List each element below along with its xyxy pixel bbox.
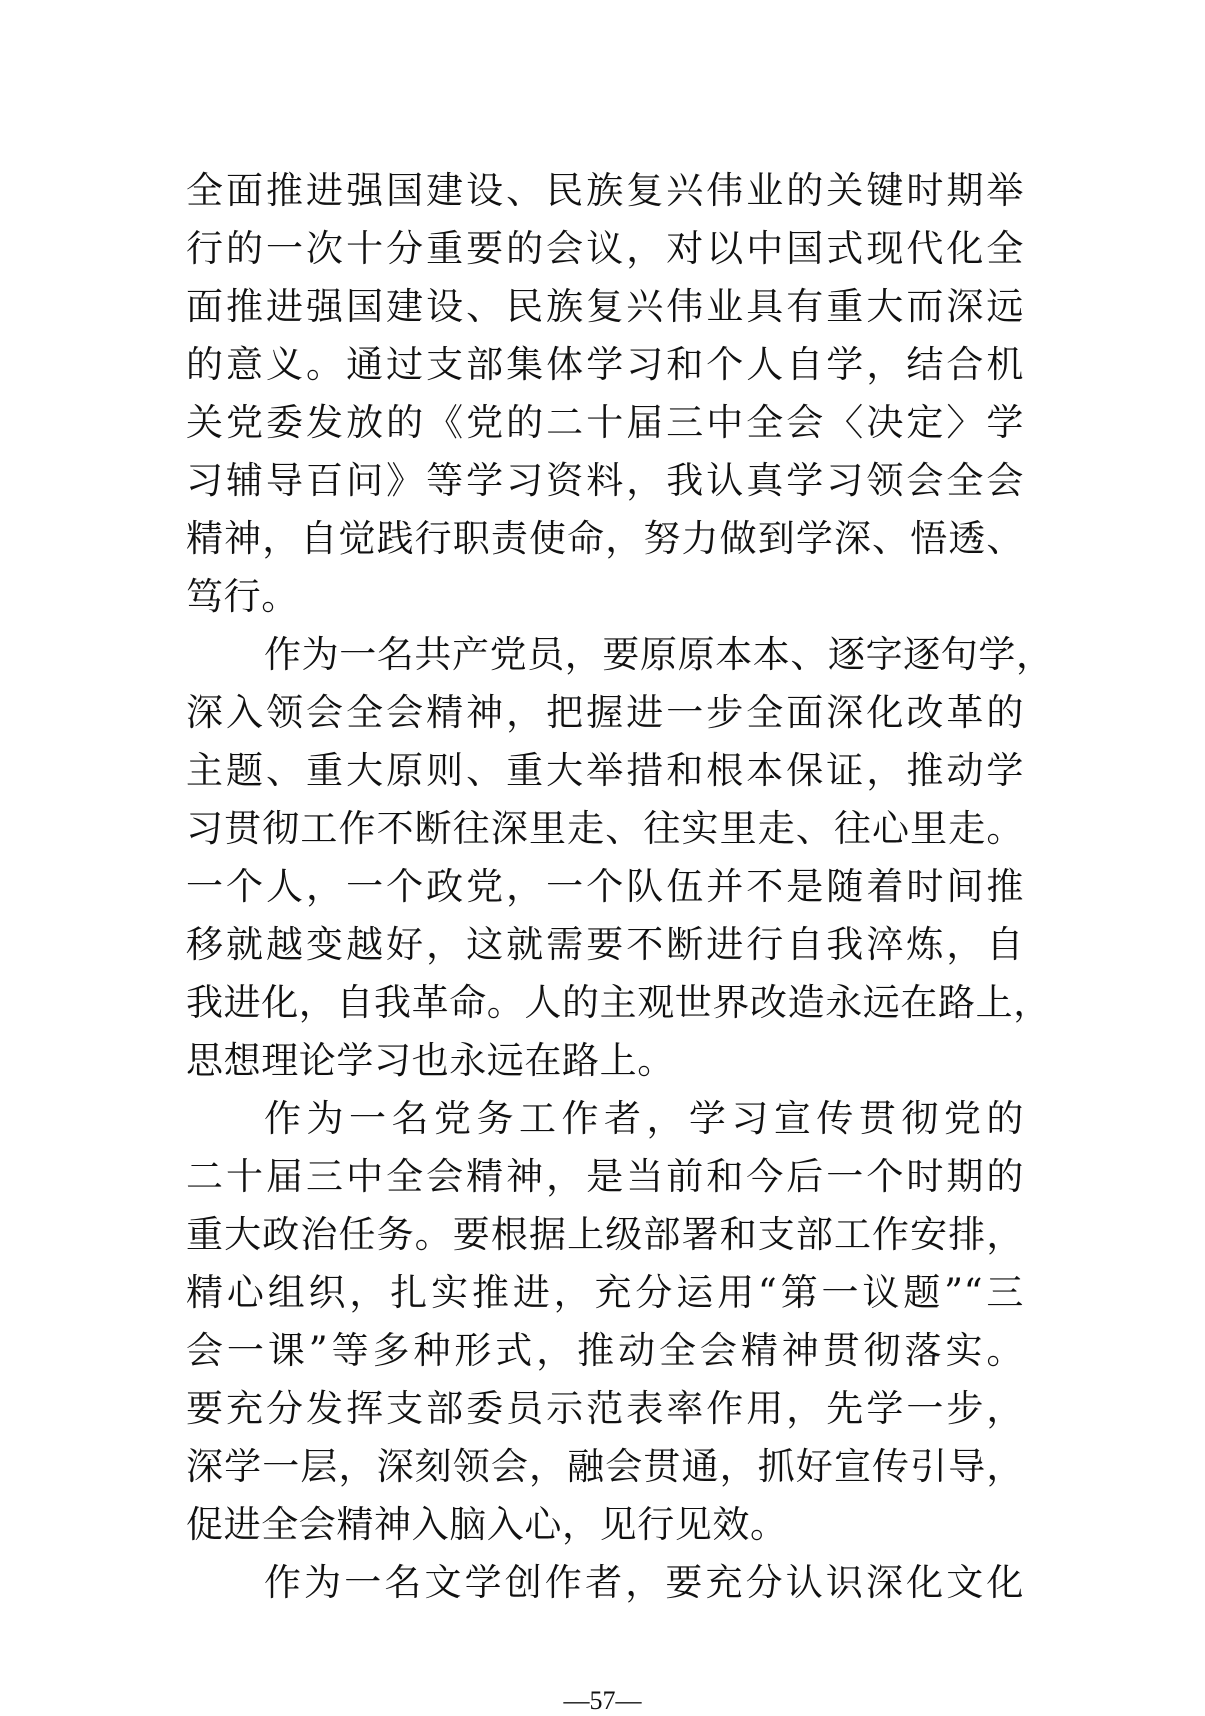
text-line: 要充分发挥支部委员示范表率作用，先学一步， [186,1387,1024,1430]
text-line: 一个人，一个政党，一个队伍并不是随着时间推 [186,865,1024,908]
text-line: 精神，自觉践行职责使命，努力做到学深、悟透、 [186,517,1024,560]
text-line: 关党委发放的《党的二十届三中全会〈决定〉学 [186,401,1024,444]
text-line: 面推进强国建设、民族复兴伟业具有重大而深远 [186,285,1024,328]
text-line: 的意义。通过支部集体学习和个人自学，结合机 [186,343,1024,386]
text-line: 移就越变越好，这就需要不断进行自我淬炼，自 [186,923,1024,966]
text-line: 促进全会精神入脑入心，见行见效。 [186,1503,788,1546]
text-line: 习辅导百问》等学习资料，我认真学习领会全会 [186,459,1024,502]
text-line: 重大政治任务。要根据上级部署和支部工作安排， [186,1213,1024,1256]
text-line: 主题、重大原则、重大举措和根本保证，推动学 [186,749,1024,792]
paragraph-first-line: 作为一名党务工作者，学习宣传贯彻党的 [264,1097,1024,1140]
text-line: 我进化，自我革命。人的主观世界改造永远在路上， [186,981,1051,1024]
page-number: —57— [563,1686,642,1715]
text-line: 深入领会全会精神，把握进一步全面深化改革的 [186,691,1024,734]
paragraph-first-line: 作为一名文学创作者，要充分认识深化文化 [264,1561,1024,1604]
text-line: 笃行。 [186,575,299,618]
text-line: 精心组织，扎实推进，充分运用“第一议题”“三 [186,1271,1024,1314]
text-line: 二十届三中全会精神，是当前和今后一个时期的 [186,1155,1024,1198]
paragraph-first-line: 作为一名共产党员，要原原本本、逐字逐句学， [264,633,1054,676]
text-line: 全面推进强国建设、民族复兴伟业的关键时期举 [186,169,1024,212]
text-line: 行的一次十分重要的会议，对以中国式现代化全 [186,227,1024,270]
text-line: 习贯彻工作不断往深里走、往实里走、往心里走。 [186,807,1024,850]
text-line: 深学一层，深刻领会，融会贯通，抓好宣传引导， [186,1445,1024,1488]
text-line: 思想理论学习也永远在路上。 [186,1039,675,1082]
body-text [186,162,1054,1612]
text-line: 会一课”等多种形式，推动全会精神贯彻落实。 [186,1329,1024,1372]
